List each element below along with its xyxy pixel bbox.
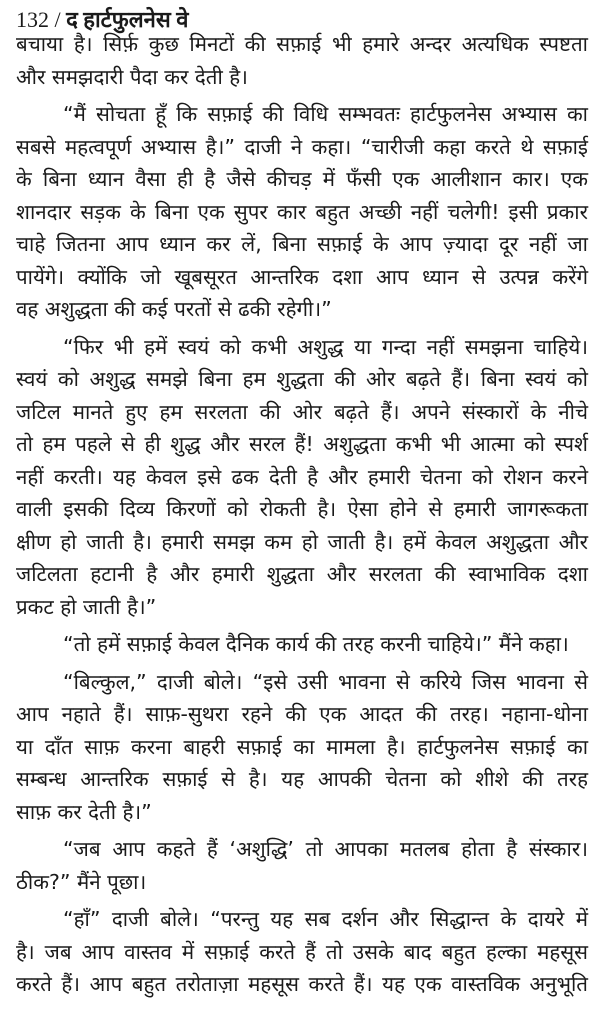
text-line: चाहे जितना आप ध्यान कर लें, बिना सफ़ाई के आप ज़्यादा दूर नहीं जा xyxy=(16,232,588,256)
paragraph xyxy=(16,628,588,661)
text-line: शानदार सड़क के बिना एक सुपर कार बहुत अच्छी नहीं चलेगी! इसी प्रकार xyxy=(16,199,588,224)
text-line: जटिलता हटानी है और हमारी शुद्धता और सरलता की स्वाभाविक दशा xyxy=(16,562,588,586)
paragraph xyxy=(16,98,588,326)
paragraph xyxy=(16,833,588,898)
text-line: पायेंगे। क्योंकि जो खूबसूरत आन्तरिक दशा आप ध्यान से उत्पन्न करेंगे xyxy=(16,264,588,289)
text-line: क्षीण हो जाती है। हमारी समझ कम हो जाती है। हमें केवल अशुद्धता और xyxy=(16,529,588,554)
text-line: ठीक?” मैंने पूछा। xyxy=(16,869,147,894)
text-line: “तो हमें सफ़ाई केवल दैनिक कार्य की तरह करनी चाहिये।” मैंने कहा। xyxy=(63,632,569,656)
text-line: वाली इसकी दिव्य किरणों को रोकती है। ऐसा होने से हमारी जागरूकता xyxy=(16,497,588,521)
text-line: “हाँ” दाजी बोले। “परन्तु यह सब दर्शन और सिद्धान्त के दायरे में xyxy=(63,907,588,931)
paragraph xyxy=(16,666,588,829)
page-body xyxy=(16,28,588,1006)
paragraph xyxy=(16,331,588,624)
paragraph xyxy=(16,28,588,93)
text-line: सबसे महत्वपूर्ण अभ्यास है।” दाजी ने कहा। “चारीजी कहा करते थे सफ़ाई xyxy=(16,134,588,159)
text-line: तो हम पहले से ही शुद्ध और सरल हैं! अशुद्धता कभी भी आत्मा को स्पर्श xyxy=(16,432,588,456)
text-line: “जब आप कहते हैं ‘अशुद्धि’ तो आपका मतलब होता है संस्कार। xyxy=(63,837,588,861)
text-line: के बिना ध्यान वैसा ही है जैसे कीचड़ में फँसी एक आलीशान कार। एक xyxy=(16,167,588,191)
text-line: आप नहाते हैं। साफ़-सुथरा रहने की एक आदत की तरह। नहाना-धोना xyxy=(16,702,588,726)
text-line: बचाया है। सिर्फ़ कुछ मिनटों की सफ़ाई भी हमारे अन्दर अत्यधिक स्पष्टता xyxy=(16,32,588,56)
paragraph xyxy=(16,903,588,1001)
text-line: स्वयं को अशुद्ध समझे बिना हम शुद्धता की ओर बढ़ते हैं। बिना स्वयं को xyxy=(16,367,588,391)
text-line: जटिल मानते हुए हम सरलता की ओर बढ़ते हैं। अपने संस्कारों के नीचे xyxy=(16,399,588,424)
text-line: और समझदारी पैदा कर देती है। xyxy=(16,64,248,89)
text-line: है। जब आप वास्तव में सफ़ाई करते हैं तो उसके बाद बहुत हल्का महसूस xyxy=(16,939,588,964)
text-line: नहीं करती। यह केवल इसे ढक देती है और हमारी चेतना को रोशन करने xyxy=(16,464,588,489)
text-line: साफ़ कर देती है।” xyxy=(16,799,152,824)
text-line: करते हैं। आप बहुत तरोताज़ा महसूस करते हैं। यह एक वास्तविक अनुभूति xyxy=(16,972,588,996)
text-line: “मैं सोचता हूँ कि सफ़ाई की विधि सम्भवतः हार्टफुलनेस अभ्यास का xyxy=(63,102,588,126)
text-line: या दाँत साफ़ करना बाहरी सफ़ाई का मामला है। हार्टफुलनेस सफ़ाई का xyxy=(16,734,588,759)
book-title: द हार्टफुलनेस वे xyxy=(66,7,189,32)
page-number: 132 xyxy=(16,7,49,32)
text-line: “बिल्कुल,” दाजी बोले। “इसे उसी भावना से करिये जिस भावना से xyxy=(63,669,588,694)
text-line: “फिर भी हमें स्वयं को कभी अशुद्ध या गन्दा नहीं समझना चाहिये। xyxy=(63,334,588,359)
text-line: सम्बन्ध आन्तरिक सफ़ाई से है। यह आपकी चेतना को शीशे की तरह xyxy=(16,767,588,791)
text-line: प्रकट हो जाती है।” xyxy=(16,594,157,619)
header-separator: / xyxy=(54,7,61,32)
text-line: वह अशुद्धता की कई परतों से ढकी रहेगी।” xyxy=(16,297,332,321)
